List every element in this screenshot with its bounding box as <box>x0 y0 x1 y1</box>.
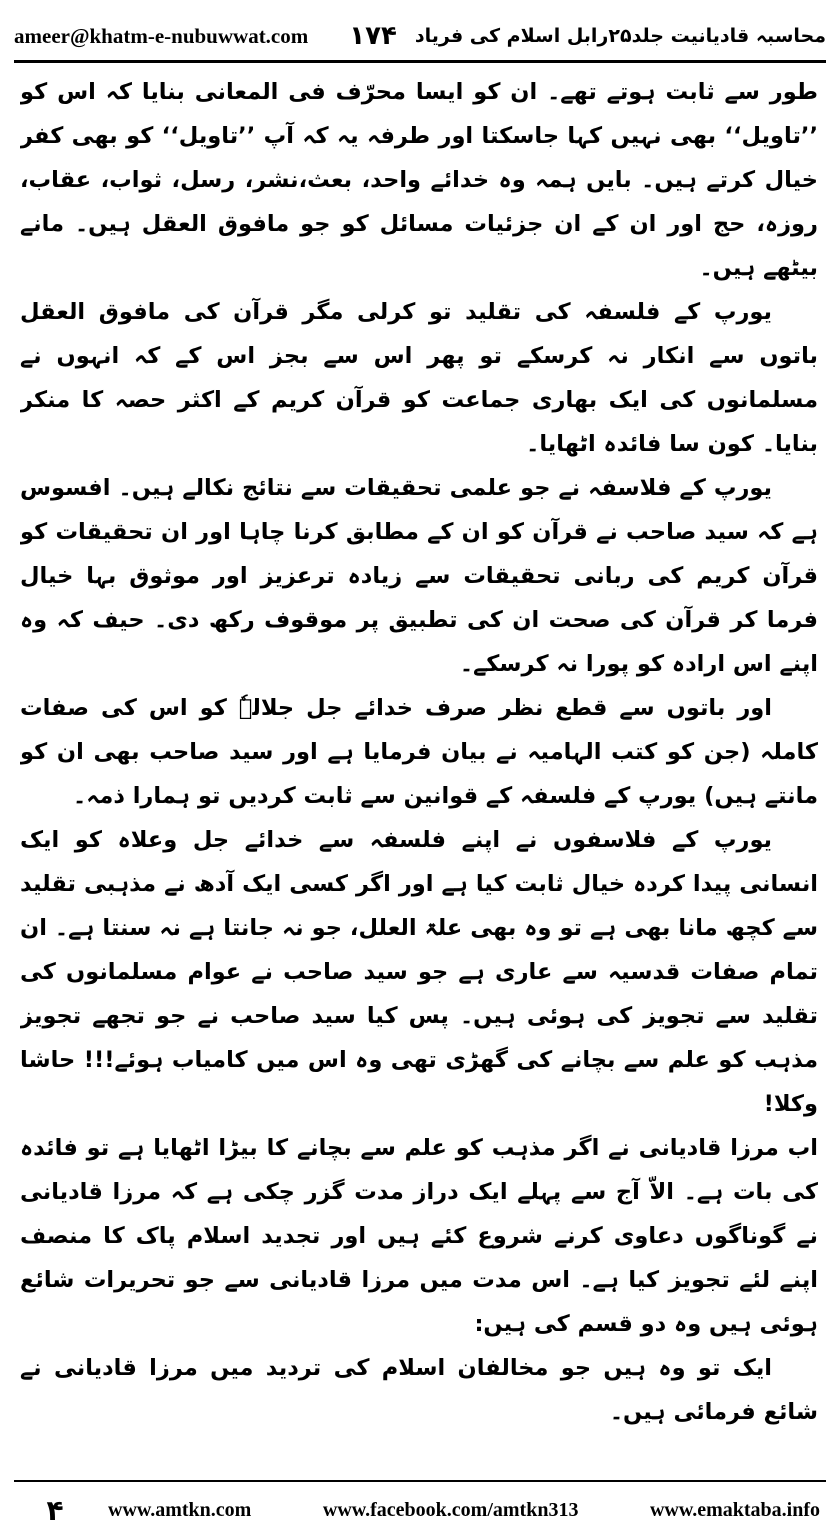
header-email: ameer@khatm-e-nubuwwat.com <box>14 23 309 48</box>
header-divider <box>14 60 826 63</box>
page-footer <box>0 1476 840 1540</box>
header-page-number: ۱۷۴ <box>349 21 397 51</box>
paragraph: اور باتوں سے قطع نظر صرف خدائے جل جلالہٗ کو اس کی صفات کاملہ (جن کو کتب الہامیہ نے بیان فرمایا ہے اور سید صاحب بھی ان کو مانتے ہیں) یورپ کے فلسفہ کے قوانین سے ثابت کردیں تو ہمارا ذمہ۔ <box>20 695 818 809</box>
footer-link-facebook[interactable]: www.facebook.com/amtkn313 <box>322 1498 579 1521</box>
paragraph: یورپ کے فلاسفہ نے جو علمی تحقیقات سے نتائج نکالے ہیں۔ افسوس ہے کہ سید صاحب نے قرآن کو ان کے مطابق کرنا چاہا اور ان تحقیقات کو قرآن کریم کی ربانی تحقیقات سے زیادہ ترعزیز اور موثوق بہا خیال فرما کر قرآن کی صحت ان کی تطبیق پر موقوف رکھ دی۔ حیف کہ وہ اپنے اس ارادہ کو پورا نہ کرسکے۔ <box>20 475 818 677</box>
paragraph: طور سے ثابت ہوتے تھے۔ ان کو ایسا محرّف فی المعانی بنایا کہ اس کو ’’تاویل‘‘ بھی نہیں کہا جاسکتا اور طرفہ یہ کہ آپ ’’تاویل‘‘ کو بھی کفر خیال کرتے ہیں۔ بایں ہمہ وہ خدائے واحد، بعث،نشر، رسل، ثواب، عقاب، روزہ، حج اور ان کے ان جزئیات مسائل کو جو مافوق العقل ہیں۔ مانے بیٹھے ہیں۔ <box>20 79 818 281</box>
paragraph: ایک تو وہ ہیں جو مخالفان اسلام کی تردید میں مرزا قادیانی نے شائع فرمائی ہیں۔ <box>20 1355 818 1425</box>
footer-link-amtkn[interactable]: www.amtkn.com <box>108 1498 252 1521</box>
page-header <box>14 14 826 58</box>
header-right <box>349 21 826 51</box>
paragraph: یورپ کے فلاسفوں نے اپنے فلسفہ سے خدائے جل وعلاہ کو ایک انسانی پیدا کردہ خیال ثابت کیا ہے اور اگر کسی ایک آدھ نے مذہبی تقلید سے کچھ مانا بھی ہے تو وہ بھی علۃ العلل، جو نہ جانتا ہے نہ سنتا ہے۔ ان تمام صفات قدسیہ سے عاری ہے جو سید صاحب نے عوام مسلمانوں کی تقلید سے تجویز کی ہوئی ہیں۔ پس کیا سید صاحب نے جو تجھے تجویز مذہب کو علم سے بچانے کی گھڑی تھی وہ اس میں کامیاب ہوئے!!! حاشا وکلا! <box>20 827 818 1117</box>
footer-divider <box>14 1480 826 1482</box>
body-text <box>20 70 818 1460</box>
footer-volume-number: ۴ <box>46 1493 64 1527</box>
footer-links <box>98 1488 830 1532</box>
paragraph: اب مرزا قادیانی نے اگر مذہب کو علم سے بچانے کا بیڑا اٹھایا ہے تو فائدہ کی بات ہے۔ الاّ آج سے پہلے ایک دراز مدت گزر چکی ہے کہ مرزا قادیانی نے گوناگوں دعاوی کرنے شروع کئے ہیں اور تجدید اسلام پاک کا منصف اپنے لئے تجویز کیا ہے۔ اس مدت میں مرزا قادیانی سے جو تحریرات شائع ہوئی ہیں وہ دو قسم کی ہیں: <box>20 1135 818 1337</box>
footer-link-emaktaba[interactable]: www.emaktaba.info <box>649 1498 820 1521</box>
paragraph: یورپ کے فلسفہ کی تقلید تو کرلی مگر قرآن کی مافوق العقل باتوں سے انکار نہ کرسکے تو پھر اس سے بجز اس کے کہ انہوں نے مسلمانوں کی ایک بھاری جماعت کو قرآن کریم کے اکثر حصہ کا منکر بنایا۔ کون سا فائدہ اٹھایا۔ <box>20 299 818 457</box>
header-book-title: محاسبہ قادیانیت جلد۲۵رابل اسلام کی فریاد <box>414 25 826 47</box>
